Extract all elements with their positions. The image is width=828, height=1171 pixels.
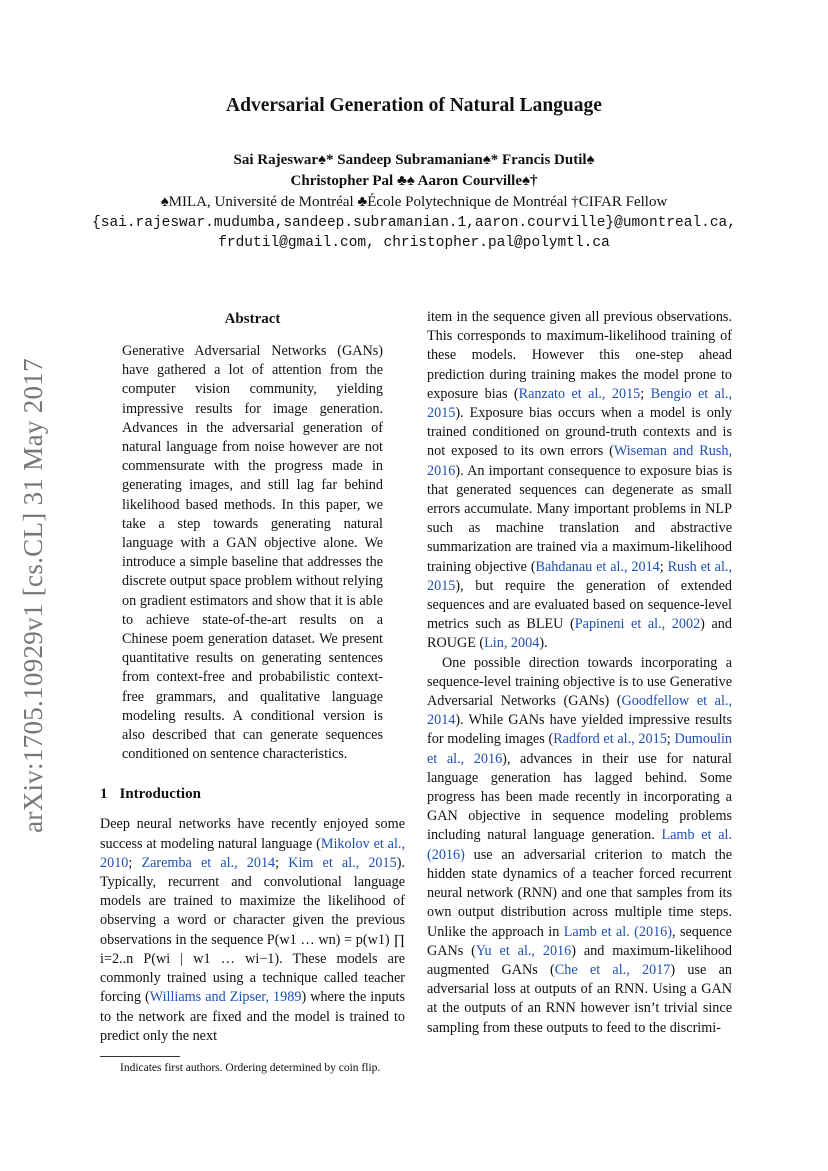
authors-line-2: Christopher Pal ♣♠ Aaron Courville♠† (290, 173, 538, 189)
text-run: ). An important consequence to exposure bias is that generated sequences can degenerate as small errors accumulate. Many important problems in NLP such as machine translation and abstractive summarization are trained via a maximum-likelihood training objective ( (427, 462, 732, 575)
footnote-divider (100, 1056, 180, 1057)
right-paragraph-1 (427, 308, 732, 654)
footnote: Indicates first authors. Ordering determined by coin flip. (120, 1061, 381, 1074)
citation-link[interactable]: Rush et al., 2015 (427, 558, 732, 594)
text-run: use an adversarial criterion to match the hidden state dynamics of a teacher forced recurrent neural network (RNN) and one that samples from its own output distribution across multiple time steps. Unlike the approach in (427, 846, 732, 940)
citation-link[interactable]: Williams and Zipser, 1989 (149, 989, 302, 1006)
text-run: Deep neural networks have recently enjoyed some success at modeling natural language ( (100, 816, 405, 852)
text-run: ), advances in their use for natural language generation has lagged behind. Some progress has been made recently in incorporating a GAN objective in sequence modeling problems including natural language generation. (427, 750, 732, 844)
text-run: ) and maximum-likelihood augmented GANs ( (427, 942, 733, 978)
text-run: ). While GANs have yielded impressive results for modeling images ( (427, 712, 732, 748)
citation-link[interactable]: Radford et al., 2015 (553, 731, 667, 748)
citation-link[interactable]: Bengio et al., 2015 (427, 385, 732, 422)
text-run: ), but require the generation of extended sequences and are evaluated based on sequence-level metrics such as BLEU ( (427, 577, 732, 633)
citation-link[interactable]: Wiseman and Rush, 2016 (427, 443, 732, 479)
citation-link[interactable]: Papineni et al., 2002 (574, 616, 701, 633)
arxiv-identifier: arXiv:1705.10929v1 [cs.CL] 31 May 2017 (17, 357, 48, 833)
citation-link[interactable]: Yu et al., 2016 (475, 942, 572, 959)
citation-link[interactable]: Bahdanau et al., 2014 (535, 558, 660, 575)
text-run: ). Exposure bias occurs when a model is only trained conditioned on ground-truth contexts and is not exposed to its own errors ( (427, 405, 732, 460)
abstract-heading: Abstract (224, 311, 281, 327)
emails-line-1: {sai.rajeswar.mudumba,sandeep.subramanian.1,aaron.courville}@umontreal.ca, (92, 215, 736, 231)
text-run: ) and ROUGE ( (427, 616, 732, 652)
text-run: , sequence GANs ( (427, 923, 732, 959)
author-block (0, 150, 828, 253)
text-run: ) use an adversarial loss at outputs of an RNN. Using a GAN at the outputs of an RNN however isn’t trivial since sampling from these outputs to feed to the discrimi- (427, 961, 732, 1036)
authors-line-1: Sai Rajeswar♠* Sandeep Subramanian♠* Francis Dutil♠ (233, 152, 595, 168)
section-number: 1 (100, 786, 108, 803)
text-run: ) where the inputs to the network are fixed and the model is trained to predict only the next (100, 989, 405, 1044)
intro-paragraph-1 (100, 815, 405, 1045)
right-column (427, 308, 732, 1038)
citation-link[interactable]: Zaremba et al., 2014 (141, 854, 276, 871)
abstract-text: Generative Adversarial Networks (GANs) have gathered a lot of attention from the computer vision community, yielding impressive results for image generation. Advances in the adversarial generation of natural language from noise however are not commensurate with the progress made in generating images, and still lag far behind likelihood based methods. In this paper, we take a step towards generating natural language with a GAN objective alone. We introduce a simple baseline that addresses the discrete output space problem without relying on gradient estimators and show that it is able to achieve state-of-the-art results on a Chinese poem generation dataset. We present quantitative results on generating sentences from context-free and probabilistic context-free grammars, and qualitative language modeling results. A conditional version is also described that can generate sequences conditioned on sentence characteristics. (122, 343, 383, 763)
section-title: Introduction (119, 786, 201, 803)
citation-link[interactable]: Ranzato et al., 2015 (518, 385, 641, 402)
right-paragraph-2 (427, 654, 732, 1038)
text-run: ; (666, 731, 675, 748)
arxiv-sidebar (14, 345, 52, 845)
text-run: ). (539, 635, 548, 652)
citation-link[interactable]: Goodfellow et al., 2014 (427, 693, 732, 729)
citation-link[interactable]: Lamb et al. (2016) (563, 923, 672, 940)
section-heading-introduction (100, 786, 405, 803)
paper-title: Adversarial Generation of Natural Language (226, 95, 602, 116)
text-run: One possible direction towards incorporating a sequence-level training objective is to use Generative Adversarial Networks (GANs) ( (427, 654, 732, 710)
text-run: ). Typically, recurrent and convolutional language models are trained to maximize the likelihood of observing a word or character given the previous observations in the sequence P(w1 … wn) = p(w1) ∏ i=2..n P(wi | w1 … wi−1). These models are commonly trained using a technique called teacher forcing ( (100, 854, 405, 1006)
emails-line-2: frdutil@gmail.com, christopher.pal@polymtl.ca (218, 235, 610, 251)
text-run: ; (275, 854, 289, 871)
affiliations: ♠MILA, Université de Montréal ♣École Polytechnique de Montréal †CIFAR Fellow (160, 194, 668, 210)
text-run: item in the sequence given all previous observations. This corresponds to maximum-likelihood training of these models. However this one-step ahead prediction during training makes the model prone to exposure bias ( (427, 309, 732, 402)
citation-link[interactable]: Mikolov et al., 2010 (100, 835, 405, 871)
citation-link[interactable]: Che et al., 2017 (554, 961, 671, 978)
left-column (100, 308, 405, 1076)
citation-link[interactable]: Lin, 2004 (484, 635, 540, 652)
citation-link[interactable]: Dumoulin et al., 2016 (427, 731, 733, 767)
citation-link[interactable]: Lamb et al. (2016) (427, 827, 732, 863)
text-run: ; (659, 558, 668, 575)
citation-link[interactable]: Kim et al., 2015 (288, 854, 397, 871)
text-run: ; (128, 854, 142, 871)
text-run: ; (640, 385, 651, 402)
